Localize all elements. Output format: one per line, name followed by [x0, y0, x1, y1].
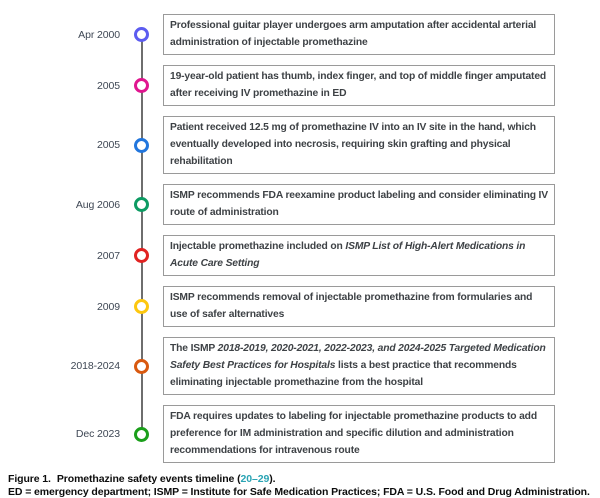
figure-label: Figure 1.	[8, 473, 51, 485]
timeline-marker-icon	[134, 138, 149, 153]
timeline-event-row	[8, 184, 555, 225]
event-description-box	[163, 286, 555, 327]
timeline-event-row	[8, 235, 555, 276]
event-date-label: Dec 2023	[8, 428, 120, 440]
event-description-text: Professional guitar player undergoes arm amputation after accidental arterial administration of injectable promethazine	[170, 20, 536, 48]
event-description-text: Patient received 12.5 mg of promethazine IV into an IV site in the hand, which eventually developed into necrosis, requiring skin grafting and physical rehabilitation	[170, 122, 536, 167]
timeline-event-row	[8, 116, 555, 174]
event-date-label: 2018-2024	[8, 360, 120, 372]
event-description-box	[163, 65, 555, 106]
figure-caption-line1	[8, 473, 592, 486]
timeline-event-row	[8, 337, 555, 395]
event-description-text: ISMP recommends FDA reexamine product labeling and consider eliminating IV route of administration	[170, 190, 548, 218]
event-description-text: Injectable promethazine included on ISMP List of High-Alert Medications in Acute Care Setting	[170, 241, 525, 269]
event-description-box	[163, 337, 555, 395]
event-description-box	[163, 405, 555, 463]
figure-title-end: ).	[269, 473, 275, 485]
event-description-box	[163, 14, 555, 55]
event-description-text: FDA requires updates to labeling for injectable promethazine products to add preference for IM administration and specific dilution and administration recommendations for intravenous route	[170, 411, 537, 456]
timeline-event-row	[8, 65, 555, 106]
timeline-marker-icon	[134, 427, 149, 442]
event-date-label: Aug 2006	[8, 199, 120, 211]
timeline-marker-icon	[134, 359, 149, 374]
timeline-marker-icon	[134, 248, 149, 263]
timeline-marker-icon	[134, 27, 149, 42]
event-description-text: 19-year-old patient has thumb, index finger, and top of middle finger amputated after receiving IV promethazine in ED	[170, 71, 546, 99]
event-date-label: 2009	[8, 301, 120, 313]
timeline-node	[120, 337, 163, 395]
event-description-text: The ISMP 2018-2019, 2020-2021, 2022-2023, and 2024-2025 Targeted Medication Safety Best Practices for Hospitals lists a best practice that recommends eliminating injectable promethazine from the hospital	[170, 343, 546, 388]
figure-caption	[8, 473, 592, 498]
event-description-box	[163, 116, 555, 174]
timeline-node	[120, 235, 163, 276]
event-description-box	[163, 235, 555, 276]
timeline-event-row	[8, 405, 555, 463]
timeline-node	[120, 116, 163, 174]
timeline-event-row	[8, 14, 555, 55]
event-date-label: 2005	[8, 139, 120, 151]
event-date-label: 2005	[8, 80, 120, 92]
timeline-event-row	[8, 286, 555, 327]
figure-title: Promethazine safety events timeline (	[57, 473, 241, 485]
timeline-node	[120, 184, 163, 225]
event-date-label: 2007	[8, 250, 120, 262]
timeline-marker-icon	[134, 197, 149, 212]
event-description-text: ISMP recommends removal of injectable promethazine from formularies and use of safer alternatives	[170, 292, 532, 320]
abbreviations-footnote: ED = emergency department; ISMP = Institute for Safe Medication Practices; FDA = U.S. Food and Drug Administration.	[8, 486, 592, 498]
timeline-marker-icon	[134, 78, 149, 93]
timeline-node	[120, 65, 163, 106]
timeline-node	[120, 286, 163, 327]
timeline-marker-icon	[134, 299, 149, 314]
event-date-label: Apr 2000	[8, 29, 120, 41]
event-description-box	[163, 184, 555, 225]
citation-ref-link[interactable]: 20–29	[240, 473, 269, 485]
timeline-node	[120, 14, 163, 55]
timeline-node	[120, 405, 163, 463]
